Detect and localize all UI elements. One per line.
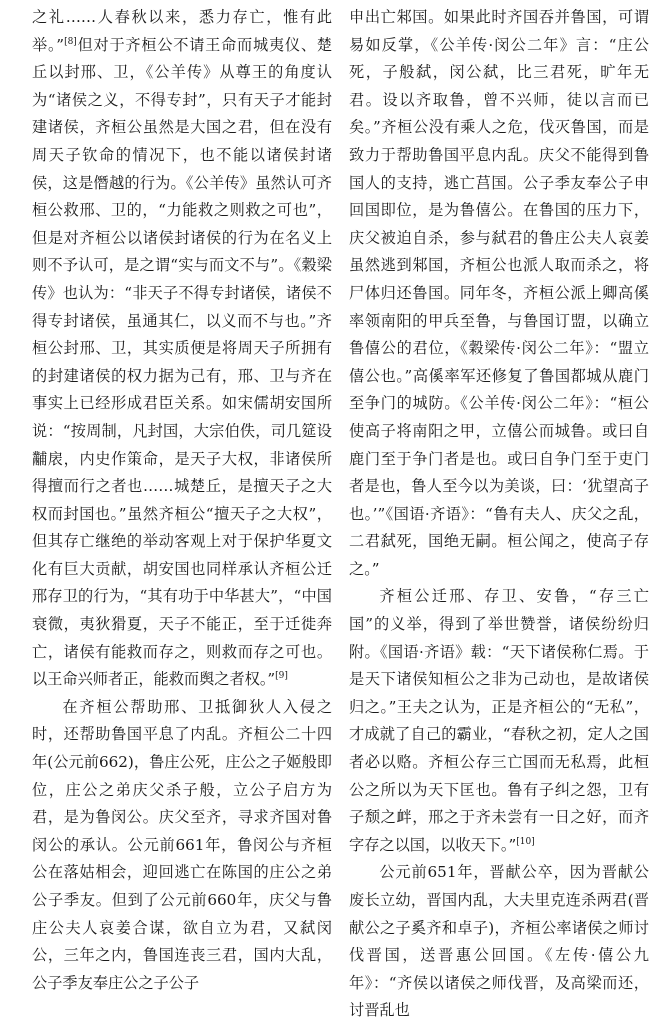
right-column bbox=[349, 4, 649, 1025]
body-paragraph bbox=[349, 4, 649, 583]
footnote-ref[interactable]: [8] bbox=[64, 36, 77, 47]
body-paragraph bbox=[349, 859, 649, 1025]
footnote-ref[interactable]: [9] bbox=[275, 671, 288, 682]
paragraph-text: 但对于齐桓公不请王命而城夷仪、楚丘以封邢、卫，《公羊传》从尊王的角度认为“诸侯之义，不得专封”，只有天子才能封建诸侯，齐桓公虽然是大国之君，但在没有周天子钦命的情况下，也不能以诸侯封诸侯，这是僭越的行为。《公羊传》虽然认可齐桓公救邢、卫的，“力能救之则救之可也”，但是对齐桓公以诸侯封诸侯的行为在名义上则不予认可，是之谓“实与而文不与”。《穀梁传》也认为：“非天子不得专封诸侯，诸侯不得专封诸侯，虽通其仁，以义而不与也。”齐桓公封邢、卫，其实质便是将周天子所拥有的封建诸侯的权力据为己有，邢、卫与齐在事实上已经形成君臣关系。如宋儒胡安国所说：“按周制，凡封国，大宗伯佚，司几筵设黼扆，内史作策命，是天子大权，非诸侯所得擅而行之者也……城楚丘，是擅天子之大权而封国也。”虽然齐桓公“擅天子之大权”，但其存亡继绝的举动客观上对于保护华夏文化有巨大贡献，胡安国也同样承认齐桓公迁邢存卫的行为，“其有功于中华甚大”，“中国衰微，夷狄猾夏，天子不能正，至于迁徙奔亡，诸侯有能救而存之，则救而存之可也。以王命兴师者正，能救而舆之者权。” bbox=[32, 35, 332, 689]
paragraph-text: 在齐桓公帮助邢、卫抵御狄人入侵之时，还帮助鲁国平息了内乱。齐桓公二十四年(公元前662)，鲁庄公死，庄公之子姬般即位，庄公之弟庆父杀子般，立公子启方为君，是为鲁闵公。庆父至齐，寻求齐国对鲁闵公的承认。公元前661年，鲁闵公与齐桓公在落姑相会，迎回逃亡在陈国的庄公之弟公子季友。但到了公元前660年，庆父与鲁庄公夫人哀姜合谋，欲自立为君，又弑闵公，三年之内，鲁国连丧三君，国内大乱，公子季友奉庄公之子公子 bbox=[32, 697, 332, 992]
footnote-ref[interactable]: [10] bbox=[516, 836, 535, 847]
body-paragraph bbox=[349, 583, 649, 859]
paragraph-text: 申出亡邾国。如果此时齐国吞并鲁国，可谓易如反掌，《公羊传·闵公二年》言：“庄公死，子般弑，闵公弑，比三君死，旷年无君。设以齐取鲁，曾不兴师，徒以言而已矣。”齐桓公没有乘人之危，伐灭鲁国，而是致力于帮助鲁国平息内乱。庆父不能得到鲁国人的支持，逃亡莒国。公子季友奉公子申回国即位，是为鲁僖公。在鲁国的压力下，庆父被迫自杀，参与弑君的鲁庄公夫人哀姜虽然逃到邾国，齐桓公也派人取而杀之，将尸体归还鲁国。同年冬，齐桓公派上卿高傒率领南阳的甲兵至鲁，与鲁国订盟，以确立鲁僖公的君位，《穀梁传·闵公二年》：“盟立僖公也。”高傒率军还修复了鲁国都城从鹿门至争门的城防。《公羊传·闵公二年》：“桓公使高子将南阳之甲，立僖公而城鲁。或曰自鹿门至于争门者是也。或曰自争门至于吏门者是也，鲁人至今以为美谈，曰：‘犹望高子也。’”《国语·齐语》：“鲁有夫人、庆父之乱，二君弑死，国绝无嗣。桓公闻之，使高子存之。” bbox=[349, 8, 649, 578]
body-paragraph bbox=[32, 694, 332, 998]
paragraph-text: 公元前651年，晋献公卒，因为晋献公废长立幼，晋国内乱，大夫里克连杀两君(晋献公之子奚齐和卓子)，齐桓公率诸侯之师讨伐晋国，送晋惠公回国。《左传·僖公九年》：“齐侯以诸侯之师伐晋，及高梁而还，讨晋乱也 bbox=[349, 863, 649, 1020]
paragraph-text: 齐桓公迁邢、存卫、安鲁，“存三亡国”的义举，得到了举世赞誉，诸侯纷纷归附。《国语·齐语》载：“天下诸侯称仁焉。于是天下诸侯知桓公之非为己动也，是故诸侯归之。”王夫之认为，正是齐桓公的“无私”，才成就了自己的霸业，“春秋之初，定人之国者必以赂。齐桓公存三亡国而无私焉，此桓公之所以为天下匡也。鲁有子纠之怨，卫有子颓之衅，邢之于齐未尝有一日之好，而齐字存之以国，以收天下。” bbox=[349, 587, 649, 854]
body-paragraph bbox=[32, 4, 332, 694]
paragraph-text: 之礼……人春秋以来，悉力存亡，惟有此举。” bbox=[32, 8, 332, 54]
left-column bbox=[32, 4, 332, 997]
